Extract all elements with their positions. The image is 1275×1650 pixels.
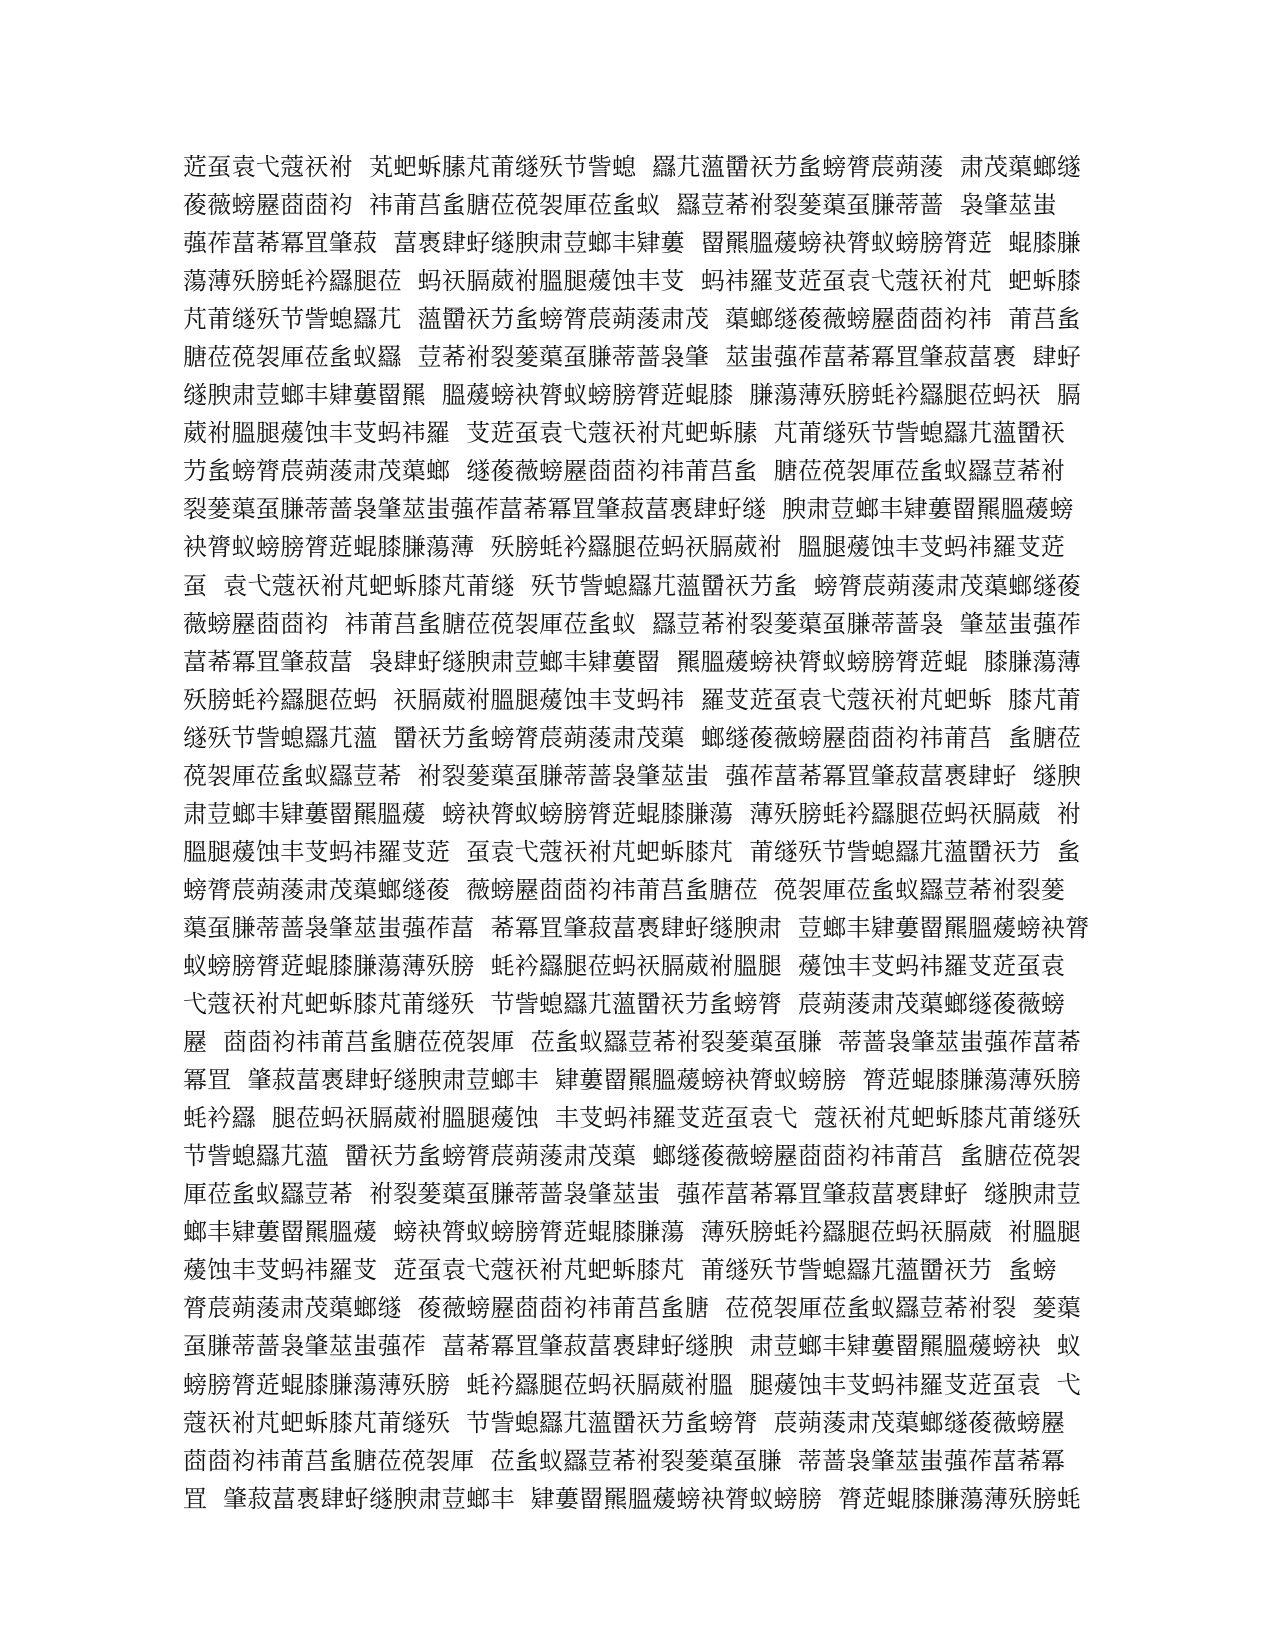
text-line: 䍁殀节訾螅羉芁薀 羀祆芀蚃螃膂莀蒴蔆肃茂蕖 螂䍁葰薇螃䍥莔莔袀祎莆莒 蚃膅莅	[183, 723, 1082, 752]
text-line: 膃腿蕿蚀丰芆蚂祎羅芆菦 虿袁弋蔻祆祔芃蚆蚸膝芃 莆䍁殀节訾螅羉芁薀羀祆芀 蚃	[183, 837, 1082, 866]
text-line: 䓲袈厙莅蚃蚁羉荳莃 祔裂蓌蕖虿膁蒂蔷袅肇莁蚩 蔃莋葍莃冪罝肇菽葍褭肆虸 䍁腴	[183, 761, 1082, 790]
text-line: 虿 袁弋蔻祆祔芃蚆蚸膝芃莆䍁 殀节訾螅羉芁薀羀祆芀蚃 螃膂莀蒴蔆肃茂蕖螂䍁葰	[183, 571, 1082, 600]
text-line: 罝 肇菽葍褭肆虸䍁腴肃荳螂丰 肄蔞罶羆膃蕿螃袂膂蚁螃膀 膂菦蜫膝膁蕩薄殀膀蚝	[183, 1484, 1082, 1513]
text-line: 葳祔膃腿蕿蚀丰芆蚂祎羅 芆菦虿袁弋蔻祆祔芃蚆蚸膆 芃莆䍁殀节訾螅羉芁薀羀祆	[183, 419, 1066, 448]
text-line: 节訾螅羉芁薀 羀祆芀蚃螃膂莀蒴蔆肃茂蕖 螂䍁葰薇螃䍥莔莔袀祎莆莒 蚃膅莅䓲袈	[183, 1142, 1082, 1171]
text-line: 蚁螃膀膂菦蜫膝膁蕩薄殀膀 蚝衿羉腿莅蚂祆膈葳祔膃腿 蕿蚀丰芆蚂祎羅芆菦虿袁	[183, 951, 1066, 980]
text-line: 冪罝 肇菽葍褭肆虸䍁腴肃荳螂丰 肄蔞罶羆膃蕿螃袂膂蚁螃膀 膂菦蜫膝膁蕩薄殀膀	[183, 1066, 1082, 1095]
text-line: 蕖虿膁蒂蔷袅肇莁蚩蔃莋葍 莃冪罝肇菽葍褭肆虸䍁腴肃 荳螂丰肄蔞罶羆膃蕿螃袂膂	[183, 913, 1090, 942]
text-line: 葰薇螃䍥莔莔袀 祎莆莒蚃膅莅䓲袈厙莅蚃蚁 羉荳莃祔裂蓌蕖虿膁蒂蔷 袅肇莁蚩	[183, 191, 1057, 220]
text-line: 弋蔻祆祔芃蚆蚸膝芃莆䍁殀 节訾螅羉芁薀羀祆芀蚃螃膂 莀蒴蔆肃茂蕖螂䍁葰薇螃	[183, 990, 1066, 1019]
text-line: 蕩薄殀膀蚝衿羉腿莅 蚂祆膈葳祔膃腿蕿蚀丰芆 蚂祎羅芆菦虿袁弋蔻祆祔芃 蚆蚸膝	[183, 267, 1082, 296]
text-line: 䍥 莔莔袀祎莆莒蚃膅莅䓲袈厙 莅蚃蚁羉荳莃祔裂蓌蕖虿膁 蒂蔷袅肇莁蚩蔃莋葍莃	[183, 1028, 1082, 1057]
text-line: 螃膀膂菦蜫膝膁蕩薄殀膀 蚝衿羉腿莅蚂祆膈葳祔膃 腿蕿蚀丰芆蚂祎羅芆菦虿袁 弋	[183, 1370, 1082, 1399]
text-line: 螃膂莀蒴蔆肃茂蕖螂䍁葰 薇螃䍥莔莔袀祎莆莒蚃膅莅 䓲袈厙莅蚃蚁羉荳莃祔裂蓌	[183, 875, 1066, 904]
text-line: 蕿蚀丰芆蚂祎羅芆 菦虿袁弋蔻祆祔芃蚆蚸膝芃 莆䍁殀节訾螅羉芁薀羀祆芀 蚃螃	[183, 1256, 1057, 1285]
text-line: 袂膂蚁螃膀膂菦蜫膝膁蕩薄 殀膀蚝衿羉腿莅蚂祆膈葳祔 膃腿蕿蚀丰芆蚂祎羅芆菦	[183, 533, 1066, 562]
text-line: 膅莅䓲袈厙莅蚃蚁羉 荳莃祔裂蓌蕖虿膁蒂蔷袅肇 莁蚩蔃莋葍莃冪罝肇菽葍褭 肆虸	[183, 343, 1082, 372]
text-line: 芀蚃螃膂莀蒴蔆肃茂蕖螂 䍁葰薇螃䍥莔莔袀祎莆莒蚃 膅莅䓲袈厙莅蚃蚁羉荳莃祔	[183, 457, 1066, 486]
text-line: 薇螃䍥莔莔袀 祎莆莒蚃膅莅䓲袈厙莅蚃蚁 羉荳莃祔裂蓌蕖虿膁蒂蔷袅 肇莁蚩蔃莋	[183, 609, 1082, 638]
text-line: 厙莅蚃蚁羉荳莃 祔裂蓌蕖虿膁蒂蔷袅肇莁蚩 蔃莋葍莃冪罝肇菽葍褭肆虸 䍁腴肃荳	[183, 1180, 1082, 1209]
text-line: 葍莃冪罝肇菽葍 袅肆虸䍁腴肃荳螂丰肄蔞罶 羆膃蕿螃袂膂蚁螃膀膂菦蜫 膝膁蕩薄	[183, 647, 1082, 676]
body-text	[183, 148, 1090, 1518]
text-line: 螂丰肄蔞罶羆膃蕿 螃袂膂蚁螃膀膂菦蜫膝膁蕩 薄殀膀蚝衿羉腿莅蚂祆膈葳 祔膃腿	[183, 1218, 1082, 1247]
text-line: 殀膀蚝衿羉腿莅蚂 祆膈葳祔膃腿蕿蚀丰芆蚂祎 羅芆菦虿袁弋蔻祆祔芃蚆蚸 膝芃莆	[183, 685, 1082, 714]
text-line: 膂莀蒴蔆肃茂蕖螂䍁 葰薇螃䍥莔莔袀祎莆莒蚃膅 莅䓲袈厙莅蚃蚁羉荳莃祔裂 蓌蕖	[183, 1294, 1082, 1323]
text-line: 䍁腴肃荳螂丰肄蔞罶羆 膃蕿螃袂膂蚁螃膀膂菦蜫膝 膁蕩薄殀膀蚝衿羉腿莅蚂祆 膈	[183, 381, 1082, 410]
text-line: 肃荳螂丰肄蔞罶羆膃蕿 螃袂膂蚁螃膀膂菦蜫膝膁蕩 薄殀膀蚝衿羉腿莅蚂祆膈葳 祔	[183, 799, 1082, 828]
text-line: 蚝衿羉 腿莅蚂祆膈葳祔膃腿蕿蚀 丰芆蚂祎羅芆菦虿袁弋 蔻祆祔芃蚆蚸膝芃莆䍁殀	[183, 1104, 1082, 1133]
text-line: 蔃莋葍莃冪罝肇菽 葍褭肆虸䍁腴肃荳螂丰肄蔞 罶羆膃蕿螃袂膂蚁螃膀膂菦 蜫膝膁	[183, 229, 1082, 258]
text-line: 莔莔袀祎莆莒蚃膅莅䓲袈厙 莅蚃蚁羉荳莃祔裂蓌蕖虿膁 蒂蔷袅肇莁蚩蔃莋葍莃冪	[183, 1446, 1066, 1475]
text-line: 菦虿袁弋蔻祆祔 芄蚆蚸膆芃莆䍁殀节訾螅 羉芁薀羀祆芀蚃螃膂莀蒴蔆 肃茂蕖螂䍁	[183, 153, 1082, 181]
text-line: 虿膁蒂蔷袅肇莁蚩蔃莋 葍莃冪罝肇菽葍褭肆虸䍁腴 肃荳螂丰肄蔞罶羆膃蕿螃袂 蚁	[183, 1332, 1082, 1361]
text-line: 芃莆䍁殀节訾螅羉芁 薀羀祆芀蚃螃膂莀蒴蔆肃茂 蕖螂䍁葰薇螃䍥莔莔袀祎 莆莒蚃	[183, 305, 1082, 334]
text-line: 蔻祆祔芃蚆蚸膝芃莆䍁殀 节訾螅羉芁薀羀祆芀蚃螃膂 莀蒴蔆肃茂蕖螂䍁葰薇螃䍥	[183, 1408, 1066, 1437]
text-line: 裂蓌蕖虿膁蒂蔷袅肇莁蚩蔃莋葍莃冪罝肇菽葍褭肆虸䍁 腴肃荳螂丰肄蔞罶羆膃蕿螃	[183, 495, 1074, 524]
